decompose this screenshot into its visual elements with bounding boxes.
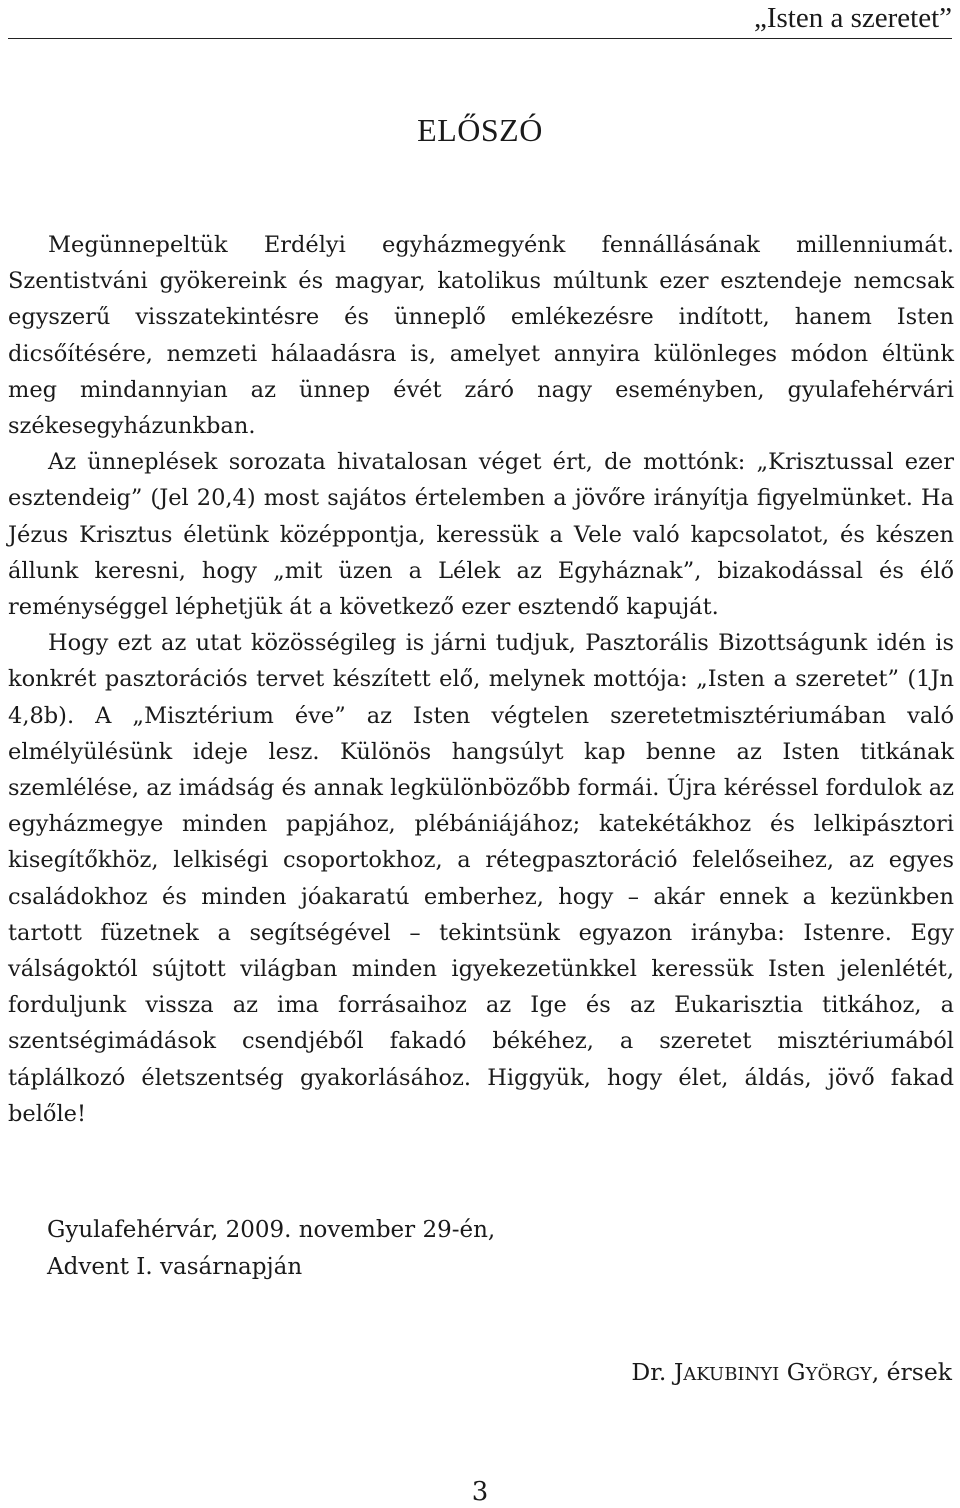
signature [631, 1358, 952, 1386]
signoff-place-date: Gyulafehérvár, 2009. november 29-én, [47, 1217, 496, 1243]
signature-surname-initial: J [673, 1358, 684, 1386]
signature-title: Dr. [631, 1358, 667, 1386]
header-rule [8, 38, 952, 39]
signoff-occasion: Advent I. vasárnapján [47, 1254, 303, 1280]
running-header-title: „Isten a szeretet” [753, 2, 952, 34]
paragraph: Megünnepeltük Erdélyi egyházmegyénk fennállásának millenniumát. Szentistváni gyökereink és magyar, katolikus múltunk ezer esztendeje nemcsak egyszerű visszatekintésre és ünneplő emlékezésre indított, hanem Isten dicsőítésére, nemzeti hálaadásra is, amelyet annyira különleges módon éltünk meg mindannyian az ünnep évét záró nagy eseményben, gyulafehérvári székesegyházunkban. [8, 232, 954, 440]
body-text [8, 227, 954, 1132]
paragraph: Az ünneplések sorozata hivatalosan véget ért, de mottónk: „Krisztussal ezer esztendeig” (Jel 20,4) most sajátos értelemben a jövőre irányítja figyelmünket. Ha Jézus Krisztus életünk középpontja, keressük a Vele való kapcsolatot, és készen állunk keresni, hogy „mit üzen a Lélek az Egyháznak”, bizakodással és élő reménységgel léphetjük át a következő ezer esztendő kapuját. [8, 449, 954, 621]
signature-given-initial: G [786, 1358, 806, 1386]
page-number: 3 [471, 1477, 489, 1507]
signature-surname-rest: AKUBINYI [683, 1364, 780, 1385]
page-heading: ELŐSZÓ [417, 112, 543, 148]
signature-given-rest: YÖRGY [805, 1364, 872, 1385]
signature-role: , érsek [871, 1358, 952, 1386]
signoff [47, 1212, 495, 1286]
paragraph: Hogy ezt az utat közösségileg is járni tudjuk, Pasztorális Bizottságunk idén is konkrét pasztorációs tervet készített elő, melynek mottója: „Isten a szeretet” (1Jn 4,8b). A „Misztérium éve” az Isten végtelen szeretetmisztériumában való elmélyülésünk ideje lesz. Különös hangsúlyt kap benne az Isten titkának szemlélése, az imádság és annak legkülönbözőbb formái. Újra kéréssel fordulok az egyházmegye minden papjához, plébániájához; katekétákhoz és lelkipásztori kisegítőkhöz, lelkiségi csoportokhoz, a rétegpasztoráció felelőseihez, az egyes családokhoz és minden jóakaratú emberhez, hogy – akár ennek a kezünkben tartott füzetnek a segítségével – tekintsünk egyazon irányba: Istenre. Egy válságoktól sújtott világban minden igyekezetünkkel keressük Isten jelenlétét, forduljunk vissza az ima forrásaihoz az Ige és az Eukarisztia titkához, a szentségimádások csendjéből fakadó békéhez, a szeretet misztériumából táplálkozó életszentség gyakorlásához. Higgyük, hogy élet, áldás, jövő fakad belőle! [8, 630, 954, 1127]
